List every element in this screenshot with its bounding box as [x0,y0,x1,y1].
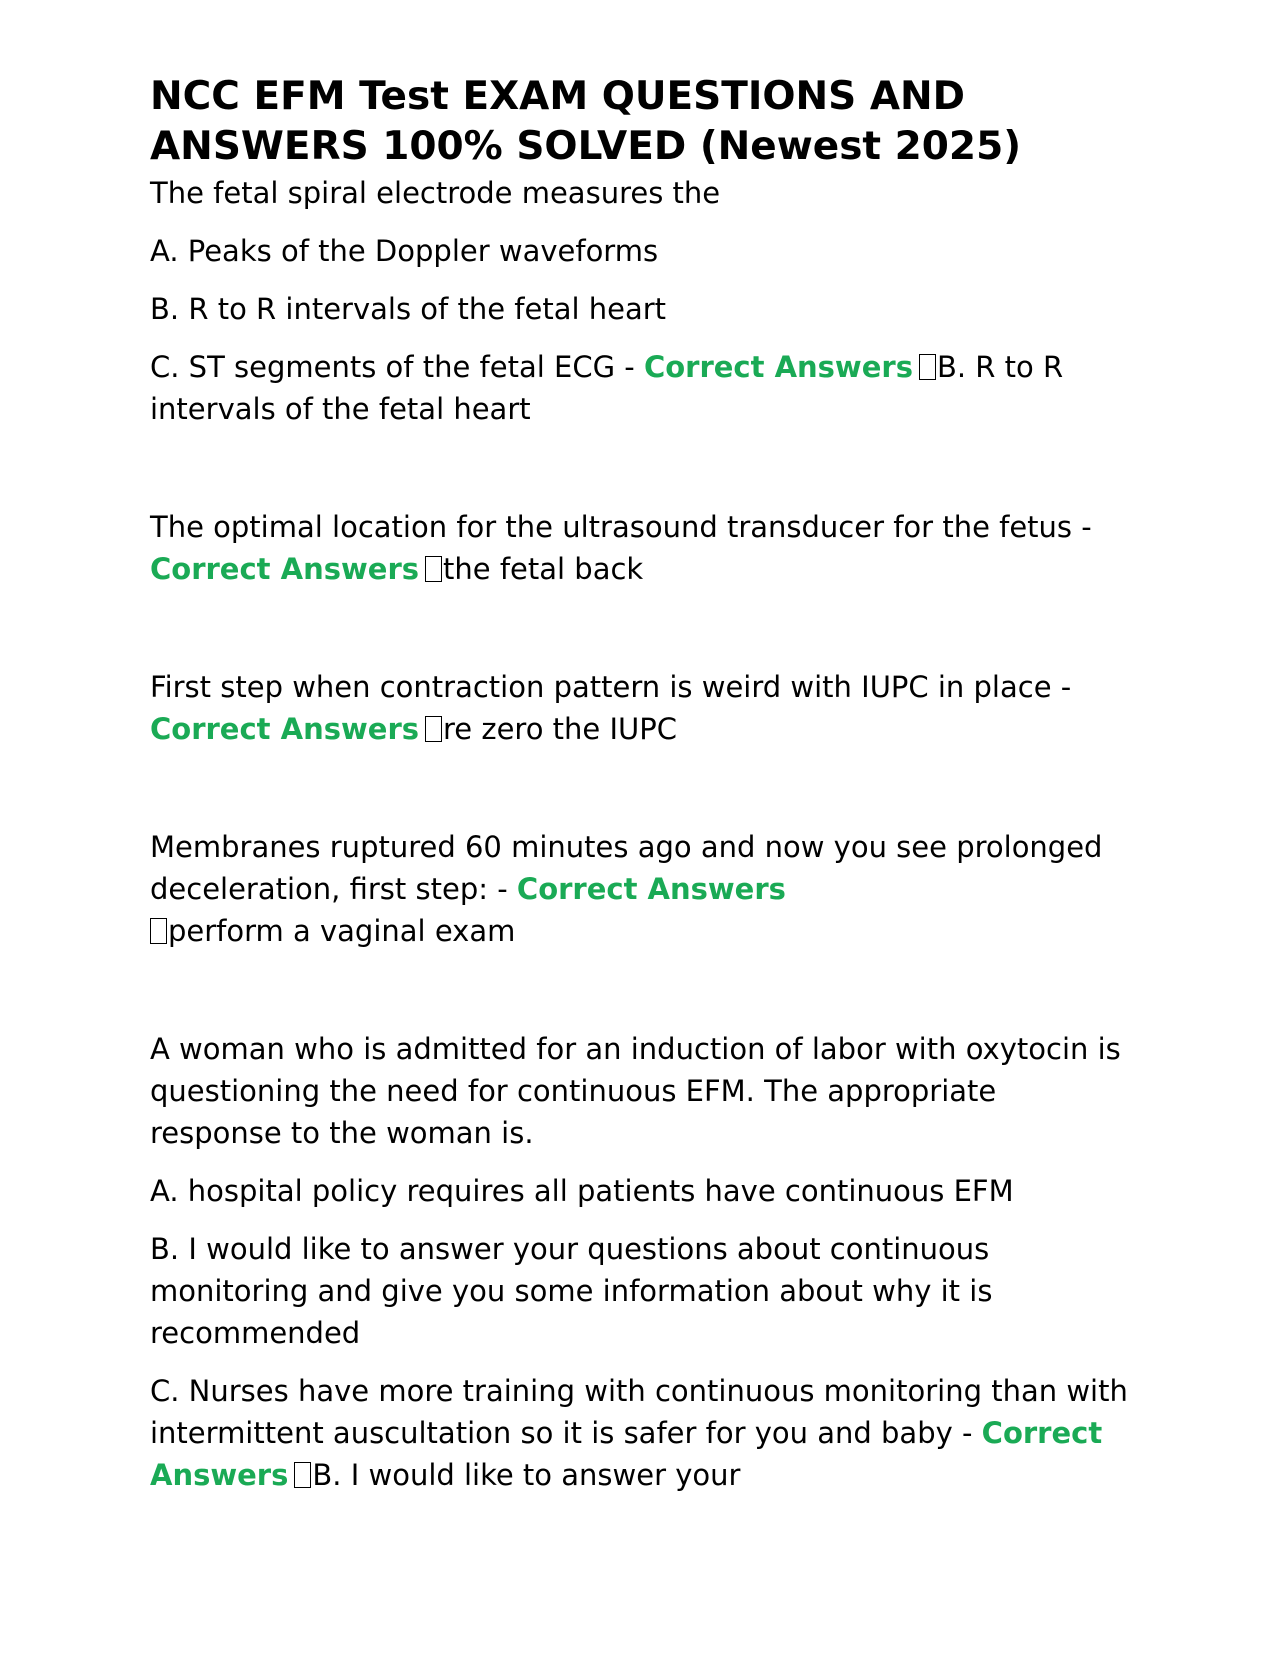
question-stem: The fetal spiral electrode measures the [150,176,721,210]
answer-text: the fetal back [443,552,644,586]
question-stem: A woman who is admitted for an induction of labor with oxytocin is questioning the need for continuous EFM. The appropriate response to the woman is. [150,1032,1121,1150]
question-answer-line [150,346,1135,430]
question-answer-line [150,1370,1135,1496]
missing-glyph-icon [294,1462,311,1488]
correct-answers-label: Correct Answers [150,712,420,746]
question-option: A. hospital policy requires all patients have continuous EFM [150,1174,1014,1208]
question-option: C. ST segments of the fetal ECG - [150,350,635,384]
answer-text: perform a vaginal exam [168,914,516,948]
document-page [150,72,1135,1496]
answer-text: re zero the IUPC [443,712,677,746]
question-stem: First step when contraction pattern is weird with IUPC in place - [150,670,1072,704]
missing-glyph-icon [150,918,167,944]
question-stem: The optimal location for the ultrasound transducer for the fetus - [150,510,1092,544]
question-stem: Membranes ruptured 60 minutes ago and now you see prolonged deceleration, first step: - [150,830,1103,906]
correct-answers-label: Correct Answers [150,552,420,586]
question-option: B. I would like to answer your questions about continuous monitoring and give you some information about why it is recommended [150,1232,993,1350]
correct-answers-label: Correct Answers [643,350,913,384]
correct-answers-label: Correct Answers [516,872,786,906]
correct-answers-label: Correct Answers [150,1416,1103,1492]
question-answer-line [150,666,1135,750]
answer-text: B. I would like to answer your [312,1458,741,1492]
question-option: C. Nurses have more training with continuous monitoring than with intermittent auscultation so it is safer for you and baby - [150,1374,1128,1450]
question-option: A. Peaks of the Doppler waveforms [150,234,659,268]
question-answer-line [150,506,1135,590]
question-answer-line [150,826,1135,952]
missing-glyph-icon [919,354,936,380]
document-title: NCC EFM Test EXAM QUESTIONS AND ANSWERS 100% SOLVED (Newest 2025) [150,74,1022,169]
missing-glyph-icon [425,556,442,582]
missing-glyph-icon [425,716,442,742]
question-option: B. R to R intervals of the fetal heart [150,292,667,326]
answer-text: B. R to R intervals of the fetal heart [150,350,1064,426]
